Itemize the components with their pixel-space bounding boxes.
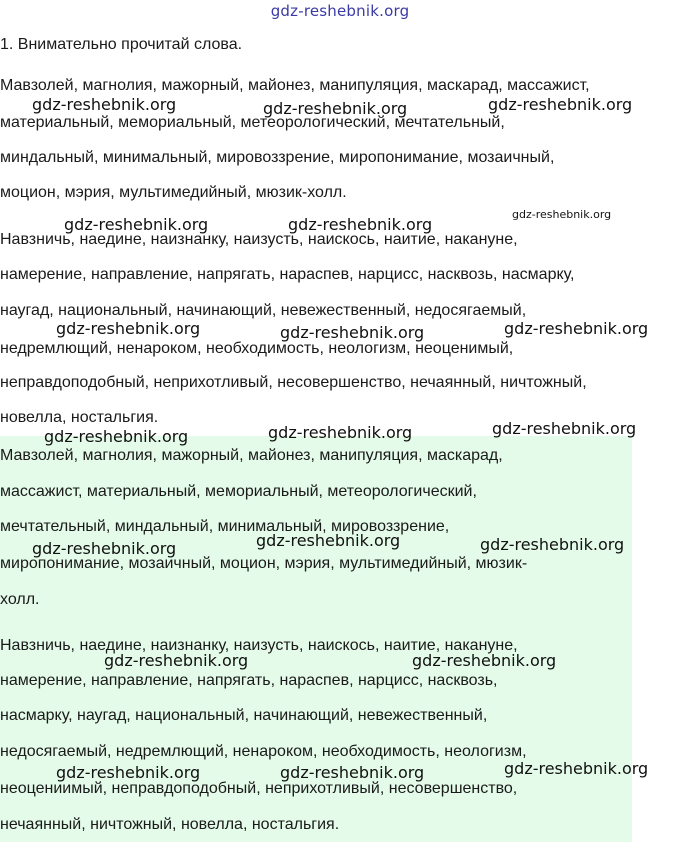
task-line: моцион, мэрия, мультимедийный, мюзик-холл. — [0, 184, 347, 201]
answer-line: недосягаемый, недремлющий, ненароком, необходимость, неологизм, — [0, 743, 527, 760]
answer-line: холл. — [0, 591, 40, 608]
answer-line: миропонимание, мозаичный, моцион, мэрия, мультимедийный, мюзик- — [0, 555, 528, 572]
answer-line: массажист, материальный, мемориальный, метеорологический, — [0, 483, 477, 500]
watermark: gdz-reshebnik.org — [412, 651, 557, 670]
watermark: gdz-reshebnik.org — [488, 95, 633, 114]
answer-line: намерение, направление, напрягать, нараспев, нарцисс, насквозь, — [0, 672, 498, 689]
watermark: gdz-reshebnik.org — [504, 319, 649, 338]
answer-line: нечаянный, ничтожный, новелла, ностальгия. — [0, 816, 340, 833]
task-line: Мавзолей, магнолия, мажорный, майонез, манипуляция, маскарад, массажист, — [0, 77, 590, 94]
watermark: gdz-reshebnik.org — [280, 323, 425, 342]
answer-line: Навзничь, наедине, наизнанку, наизусть, наискось, наитие, накануне, — [0, 637, 518, 654]
task-line: новелла, ностальгия. — [0, 409, 159, 426]
watermark: gdz-reshebnik.org — [504, 759, 649, 778]
answer-line: насмарку, наугад, национальный, начинающий, невежественный, — [0, 707, 488, 724]
task-line: неправдоподобный, неприхотливый, несовершенство, нечаянный, ничтожный, — [0, 374, 587, 391]
task-line: материальный, мемориальный, метеорологический, мечтательный, — [0, 114, 505, 131]
answer-line: неоцениимый, неправдоподобный, неприхотливый, несовершенство, — [0, 780, 518, 797]
watermark: gdz-reshebnik.org — [263, 99, 408, 118]
watermark: gdz-reshebnik.org — [104, 651, 249, 670]
watermark: gdz-reshebnik.org — [44, 427, 189, 446]
watermark: gdz-reshebnik.org — [268, 423, 413, 442]
site-header: gdz-reshebnik.org — [270, 2, 410, 20]
watermark: gdz-reshebnik.org — [56, 763, 201, 782]
task-line: недремлющий, ненароком, необходимость, неологизм, неоценимый, — [0, 340, 514, 357]
task-line: миндальный, минимальный, мировоззрение, миропонимание, мозаичный, — [0, 149, 555, 166]
watermark: gdz-reshebnik.org — [512, 208, 612, 221]
watermark: gdz-reshebnik.org — [492, 419, 637, 438]
watermark: gdz-reshebnik.org — [280, 763, 425, 782]
task-title: 1. Внимательно прочитай слова. — [0, 36, 243, 53]
answer-line: мечтательный, миндальный, минимальный, мировоззрение, — [0, 518, 450, 535]
watermark: gdz-reshebnik.org — [32, 539, 177, 558]
watermark: gdz-reshebnik.org — [56, 319, 201, 338]
task-line: намерение, направление, напрягать, нараспев, нарцисс, насквозь, насмарку, — [0, 266, 575, 283]
watermark: gdz-reshebnik.org — [64, 215, 209, 234]
watermark: gdz-reshebnik.org — [256, 531, 401, 550]
watermark: gdz-reshebnik.org — [288, 215, 433, 234]
watermark: gdz-reshebnik.org — [32, 95, 177, 114]
task-line: Навзничь, наедине, наизнанку, наизусть, наискось, наитие, накануне, — [0, 231, 518, 248]
watermark: gdz-reshebnik.org — [480, 535, 625, 554]
task-line: наугад, национальный, начинающий, невежественный, недосягаемый, — [0, 302, 527, 319]
answer-line: Мавзолей, магнолия, мажорный, майонез, манипуляция, маскарад, — [0, 447, 503, 464]
